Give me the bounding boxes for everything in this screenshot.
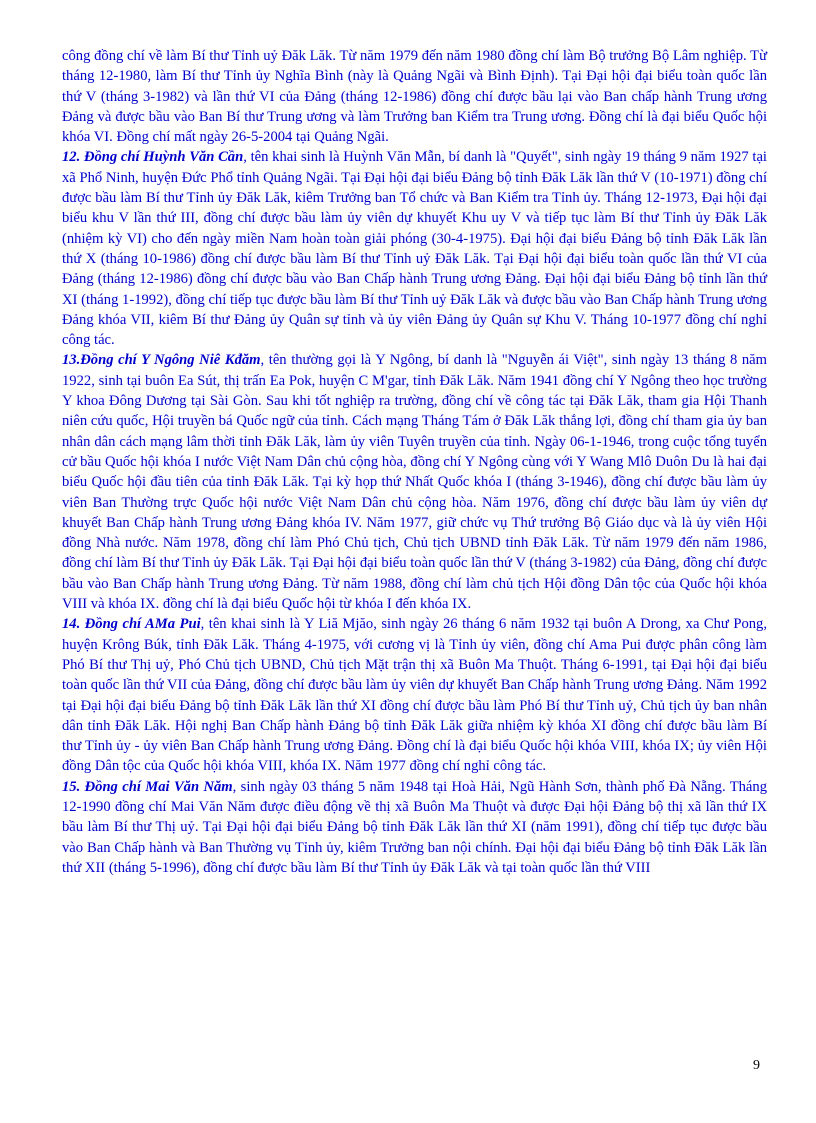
biography-entry-15 xyxy=(62,777,767,878)
entry-text: , tên khai sinh là Huỳnh Văn Mẫn, bí danh là "Quyết", sinh ngày 19 tháng 9 năm 1927 tại xã Phổ Ninh, huyện Đức Phổ tỉnh Quảng Ngãi. Tại Đại hội đại biểu Đảng bộ tỉnh Đăk Lăk lần thứ V (10-1971) đồng chí được bầu làm Bí thư Tỉnh ủy Đăk Lăk, kiêm Trưởng ban Tổ chức và Ban Kiểm tra Tỉnh ủy. Tháng 12-1973, Đại hội đại biểu khu V lần thứ III, đồng chí được bầu làm ủy viên dự khuyết Khu uy V và tiếp tục làm Bí thư Tỉnh ủy Đăk Lăk (nhiệm kỳ VI) cho đến ngày miền Nam hoàn toàn giải phóng (30-4-1975). Đại hội đại biểu Đảng bộ tỉnh Đăk Lăk lần thứ X (tháng 10-1986) đồng chí được bầu làm Bí thư Tỉnh uỷ Đăk Lăk. Tại Đại hội đại biểu toàn quốc lần thứ VI của Đảng (tháng 12-1986) đồng chí được bầu vào Ban Chấp hành Trung ương Đảng. Đại hội đại biểu Đảng bộ tỉnh lần thứ XI (tháng 1-1992), đồng chí tiếp tục được bầu làm Bí thư Tỉnh uỷ Đăk Lăk và được bầu vào Ban Chấp hành Trung ương Đảng khóa VII, kiêm Bí thư Đảng ủy Quân sự tỉnh và ủy viên Đảng ủy Quân sự Khu V. Tháng 10-1977 đồng chí nghỉ công tác. xyxy=(62,149,767,349)
entry-heading: 13.Đồng chí Y Ngông Niê Kđăm xyxy=(62,352,261,369)
entry-text: , sinh ngày 03 tháng 5 năm 1948 tại Hoà Hải, Ngũ Hành Sơn, thành phố Đà Nẵng. Tháng 12-1990 đồng chí Mai Văn Năm được điều động về thị xã Buôn Ma Thuột và được Đại hội Đảng bộ thị xã lần thứ IX bầu làm Bí thư Thị uỷ. Tại Đại hội đại biểu Đảng bộ tỉnh Đăk Lăk lần thứ XI (năm 1991), đồng chí tiếp tục được bầu vào Ban Chấp hành và Ban Thường vụ Tỉnh ủy, kiêm Trưởng ban nội chính. Đại hội đại biểu Đảng bộ tỉnh Đăk Lăk lần thứ XII (tháng 5-1996), đồng chí được bầu làm Bí thư Tỉnh ủy Đăk Lăk và tại toàn quốc lần thứ VIII xyxy=(62,778,767,876)
entry-text: , tên thường gọi là Y Ngông, bí danh là "Nguyễn ái Việt", sinh ngày 13 tháng 8 năm 1922, sinh tại buôn Ea Sút, thị trấn Ea Pok, huyện C M'gar, tỉnh Đăk Lăk. Năm 1941 đồng chí Y Ngông theo học trường Y khoa Đông Dương tại Sài Gòn. Sau khi tốt nghiệp ra trường, đồng chí về công tác tại Đăk Lăk, tham gia Hội Thanh niên cứu quốc, Hội truyền bá Quốc ngữ của tỉnh. Cách mạng Tháng Tám ở Đăk Lăk thắng lợi, đồng chí tham gia ủy ban nhân dân cách mạng lâm thời tỉnh Đăk Lăk, làm ủy viên Tuyên truyền của tỉnh. Ngày 06-1-1946, trong cuộc tổng tuyển cử bầu Quốc hội khóa I nước Việt Nam Dân chủ cộng hòa, đồng chí Y Ngông cùng với Y Wang Mlô Duôn Du là hai đại biểu Quốc hội đầu tiên của tỉnh Đăk Lăk. Tại kỳ họp thứ Nhất Quốc khóa I (tháng 3-1946), đồng chí được bầu làm ủy viên Ban Thường trực Quốc hội nước Việt Nam Dân chủ cộng hòa. Năm 1976, đồng chí được bầu làm ủy viên dự khuyết Ban Chấp hành Trung ương Đảng khóa IV. Năm 1977, giữ chức vụ Thứ trưởng Bộ Giáo dục và là ủy viên Hội đồng Nhà nước. Năm 1978, đồng chí làm Phó Chủ tịch, Chủ tịch UBND tỉnh Đăk Lăk. Từ năm 1979 đến năm 1986, đồng chí làm Bí thư Tỉnh ủy Đăk Lăk. Tại Đại hội đại biểu toàn quốc lần thứ V (tháng 3-1982) của Đảng, đồng chí được bầu vào Ban Chấp hành Trung ương Đảng. Từ năm 1988, đồng chí làm chủ tịch Hội đồng Dân tộc của Quốc hội khóa VIII và khóa IX. đồng chí là đại biểu Quốc hội từ khóa I đến khóa IX. xyxy=(62,352,767,613)
page-number: 9 xyxy=(753,1058,760,1073)
entry-text: , tên khai sinh là Y Liă Mjăo, sinh ngày 26 tháng 6 năm 1932 tại buôn A Drong, xa Chư Pong, huyện Krông Búk, tỉnh Đăk Lăk. Tháng 4-1975, với cương vị là Tỉnh ủy viên, đồng chí Ama Pui được phân công làm Phó Bí thư Thị uỷ, Phó Chủ tịch UBND, Chủ tịch Mặt trận thị xã Buôn Ma Thuột. Tháng 6-1991, tại Đại hội đại biểu toàn quốc lần thứ VII của Đảng, đồng chí được bầu làm ủy viên dự khuyết Ban Chấp hành Trung ương Đảng. Năm 1992 tại Đại hội đại biểu Đảng bộ tỉnh Đăk Lăk lần thứ XI đồng chí được bầu làm Phó Bí thư Tỉnh uỷ, Chủ tịch ủy ban nhân dân tỉnh Đăk Lăk. Hội nghị Ban Chấp hành Đảng bộ tỉnh Đăk Lăk giữa nhiệm kỳ khóa XI đồng chí được bầu làm Bí thư Tỉnh ủy - ủy viên Ban Chấp hành Trung ương Đảng. Đồng chí là đại biểu Quốc hội khóa VIII, khóa IX; ủy viên Hội đồng Dân tộc của Quốc hội khóa VIII, khóa IX. Năm 1977 đồng chí nghỉ công tác. xyxy=(62,616,767,775)
entry-heading: 14. Đồng chí AMa Pui xyxy=(62,616,201,633)
entry-heading: 15. Đồng chí Mai Văn Năm xyxy=(62,778,233,795)
biography-entry-12 xyxy=(62,147,767,350)
document-body xyxy=(62,46,767,878)
entry-heading: 12. Đồng chí Huỳnh Văn Cần xyxy=(62,149,244,166)
biography-entry-14 xyxy=(62,614,767,776)
biography-entry-13 xyxy=(62,350,767,614)
intro-paragraph: công đồng chí về làm Bí thư Tỉnh uỷ Đăk Lăk. Từ năm 1979 đến năm 1980 đồng chí làm Bộ trưởng Bộ Lâm nghiệp. Từ tháng 12-1980, làm Bí thư Tỉnh ủy Nghĩa Bình (này là Quảng Ngãi và Bình Định). Tại Đại hội đại biểu toàn quốc lần thứ V (tháng 3-1982) và lần thứ VI của Đảng (tháng 12-1986) đồng chí được bầu lại vào Ban chấp hành Trung ương Đảng và được bầu vào Ban Bí thư Trung ương và làm Trưởng ban Kiểm tra Trung ương. Đồng chí là đại biểu Quốc hội khóa VI. Đồng chí mất ngày 26-5-2004 tại Quảng Ngãi. xyxy=(62,48,767,146)
